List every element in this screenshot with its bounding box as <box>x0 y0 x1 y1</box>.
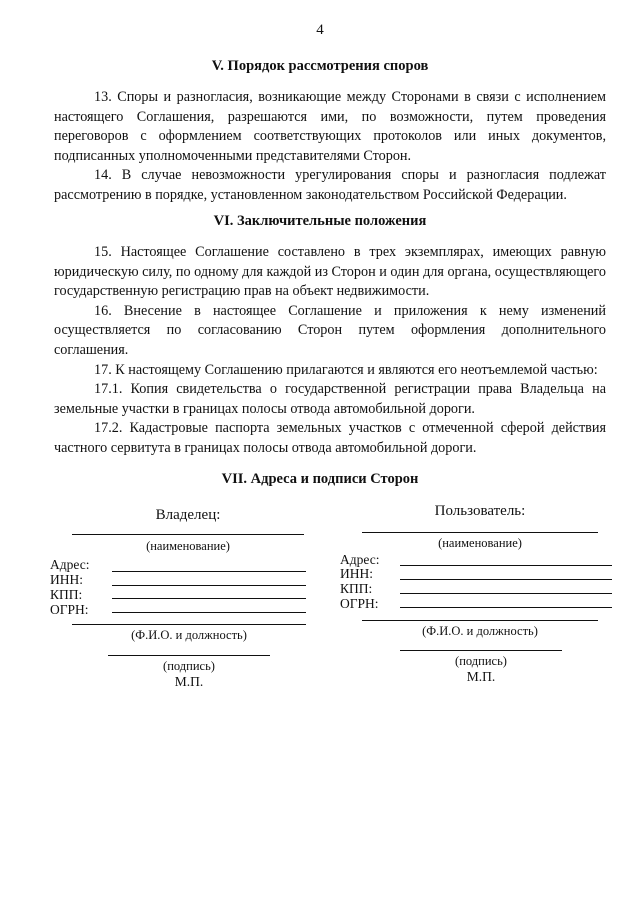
user-position-caption: (Ф.И.О. и должность) <box>422 624 538 638</box>
user-signature-caption: (подпись) <box>455 654 507 668</box>
user-ogrn-label: ОГРН: <box>340 596 379 611</box>
owner-kpp-line <box>112 598 306 599</box>
user-inn-line <box>400 579 612 580</box>
user-kpp-label: КПП: <box>340 581 373 596</box>
owner-role: Владелец: <box>155 507 221 523</box>
owner-name-line <box>72 534 304 535</box>
user-name-line <box>362 532 598 533</box>
paragraph-17: 17. К настоящему Соглашению прилагаются и являются его неотъемлемой частью: <box>94 361 598 378</box>
section-6-title: VI. Заключительные положения <box>213 213 427 229</box>
paragraph-14: 14. В случае невозможности урегулирования споры и разногласия подлежат рассмотрению в порядке, установленном законодательством Российской Федерации. <box>54 167 606 203</box>
user-name-caption: (наименование) <box>438 536 522 550</box>
paragraph-17-1: 17.1. Копия свидетельства о государственной регистрации права Владельца на земельные участки в границах полосы отвода автомобильной дороги. <box>54 381 606 417</box>
owner-address-line <box>112 571 306 572</box>
paragraph-17-2: 17.2. Кадастровые паспорта земельных участков с отмеченной сферой действия частного сервитута в границах полосы отвода автомобильной дороги. <box>54 420 606 456</box>
user-address-line <box>400 565 612 566</box>
user-signature-line <box>400 650 562 651</box>
owner-signature-line <box>108 655 270 656</box>
section-7-title: VII. Адреса и подписи Сторон <box>221 471 419 487</box>
owner-ogrn-line <box>112 612 306 613</box>
owner-kpp-label: КПП: <box>50 587 83 602</box>
user-address-label: Адрес: <box>340 552 380 567</box>
section-5-body <box>54 88 606 206</box>
section-6-body <box>54 243 606 459</box>
user-role: Пользователь: <box>434 503 526 519</box>
owner-ogrn-label: ОГРН: <box>50 602 89 617</box>
owner-position-caption: (Ф.И.О. и должность) <box>131 628 247 642</box>
user-ogrn-line <box>400 607 612 608</box>
owner-inn-line <box>112 585 306 586</box>
owner-inn-label: ИНН: <box>50 572 83 587</box>
paragraph-16: 16. Внесение в настоящее Соглашение и приложения к нему изменений осуществляется по согласованию Сторон путем оформления дополнительного соглашения. <box>54 302 606 358</box>
section-5-title: V. Порядок рассмотрения споров <box>211 58 429 74</box>
user-stamp: М.П. <box>466 669 496 684</box>
paragraph-13: 13. Споры и разногласия, возникающие между Сторонами в связи с исполнением настоящего Соглашения, разрешаются ими, по возможности, путем проведения переговоров с оформлением соответствующих протоколов или иных документов, подписанных уполномоченными представителями Сторон. <box>54 89 606 164</box>
owner-address-label: Адрес: <box>50 557 90 572</box>
user-inn-label: ИНН: <box>340 566 373 581</box>
owner-name-caption: (наименование) <box>146 539 230 553</box>
user-position-line <box>362 620 598 621</box>
owner-signature-caption: (подпись) <box>163 659 215 673</box>
owner-stamp: М.П. <box>174 674 204 689</box>
page-number: 4 <box>316 22 324 38</box>
owner-position-line <box>72 624 306 625</box>
user-kpp-line <box>400 593 612 594</box>
paragraph-15: 15. Настоящее Соглашение составлено в трех экземплярах, имеющих равную юридическую силу, по одному для каждой из Сторон и один для органа, осуществляющего государственную регистрацию прав на объект недвижимости. <box>54 244 606 300</box>
